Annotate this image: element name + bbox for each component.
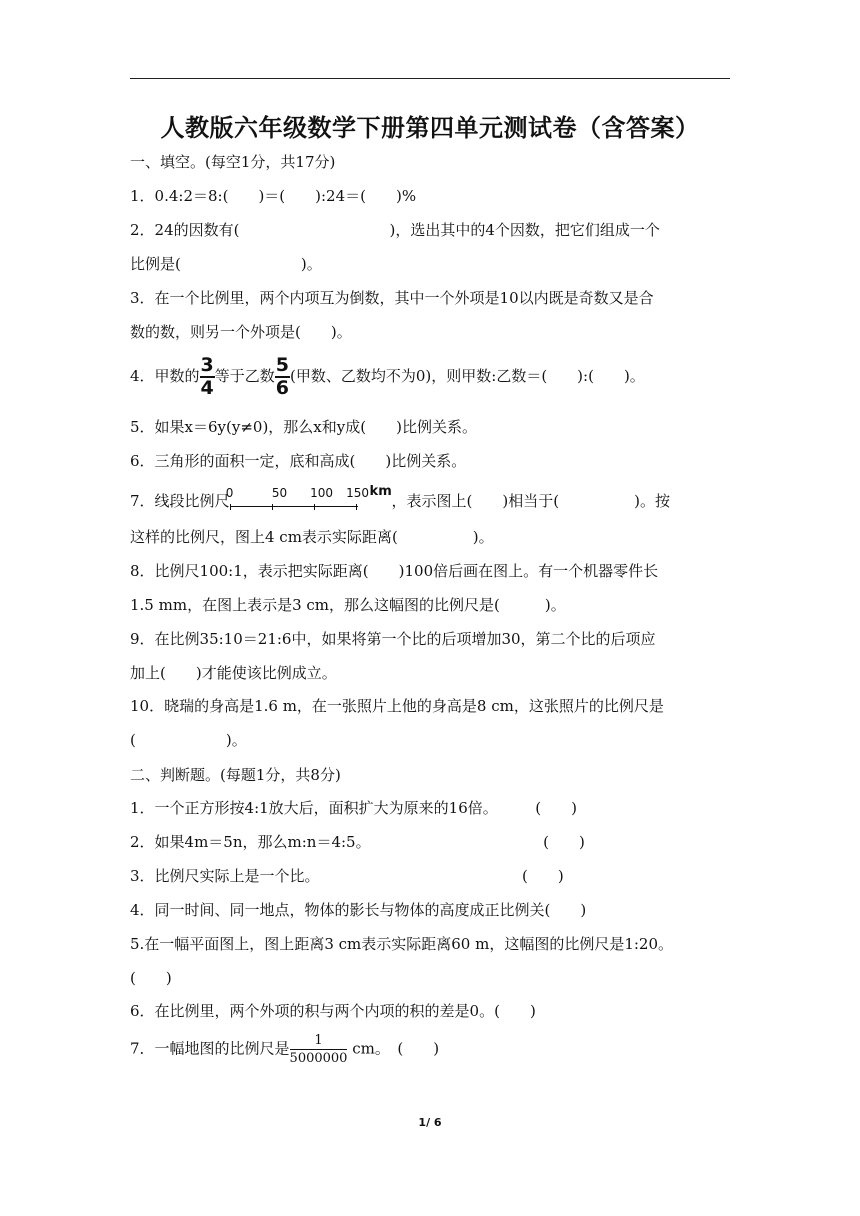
question-1-8-line1: 8．比例尺100:1，表示把实际距离( )100倍后画在图上。有一个机器零件长: [130, 562, 659, 580]
scale-tick-100: [314, 504, 315, 510]
scale-label-0: 0: [225, 486, 234, 500]
question-2-7: [130, 1034, 730, 1065]
question-1-7-line1: [130, 484, 730, 512]
q4-fraction-1: [200, 356, 215, 398]
scale-label-150: 150: [346, 486, 369, 500]
section2-heading: 二、判断题。(每题1分，共8分): [130, 766, 341, 784]
document-title: 人教版六年级数学下册第四单元测试卷（含答案）: [160, 114, 700, 142]
question-1-8-line2: 1.5 mm，在图上表示是3 cm，那么这幅图的比例尺是( )。: [130, 596, 566, 614]
scale-tick-50: [272, 504, 273, 510]
question-1-9-line1: 9．在比例35:10＝21:6中，如果将第一个比的后项增加30，第二个比的后项应: [130, 630, 656, 648]
scale-tick-150: [356, 504, 357, 510]
question-2-1: 1．一个正方形按4:1放大后，面积扩大为原来的16倍。 ( ): [130, 799, 577, 817]
question-2-5-line1: 5.在一幅平面图上，图上距离3 cm表示实际距离60 m，这幅图的比例尺是1:20。: [130, 935, 674, 953]
question-1-2-line1: 2．24的因数有( )，选出其中的4个因数，把它们组成一个: [130, 221, 660, 239]
question-1-3-line1: 3．在一个比例里，两个内项互为倒数，其中一个外项是10以内既是奇数又是合: [130, 289, 654, 307]
question-1-3-line2: 数的数，则另一个外项是( )。: [130, 323, 352, 341]
q4-fraction-2: [275, 356, 290, 398]
scale-label-50: 50: [271, 486, 288, 500]
q4-text-pre: 4．甲数的: [130, 367, 200, 385]
question-1-1: 1．0.4:2＝8:( )＝( ):24＝( )%: [130, 187, 417, 205]
scale-line: [230, 506, 358, 507]
question-2-5-line2: ( ): [130, 969, 172, 987]
question-1-4: [130, 356, 730, 398]
fraction-denominator: 5000000: [289, 1051, 348, 1066]
question-1-7-line2: 这样的比例尺，图上4 cm表示实际距离( )。: [130, 528, 494, 546]
header-rule: [130, 78, 730, 79]
q7-text-pre: 7．线段比例尺: [130, 492, 230, 510]
question-2-3: 3．比例尺实际上是一个比。 ( ): [130, 867, 564, 885]
q7-text-post: ，表示图上( )相当于( )。按: [391, 492, 670, 510]
fraction-numerator: 3: [200, 354, 214, 376]
q2-7-text-post: cm。 ( ): [347, 1039, 440, 1058]
q2-7-text-pre: 7．一幅地图的比例尺是: [130, 1039, 290, 1058]
question-1-10-line2: ( )。: [130, 731, 247, 749]
question-1-6: 6．三角形的面积一定，底和高成( )比例关系。: [130, 452, 467, 470]
question-1-10-line1: 10．晓瑞的身高是1.6 m，在一张照片上他的身高是8 cm，这张照片的比例尺是: [130, 697, 664, 715]
q4-text-mid: 等于乙数: [214, 367, 275, 385]
fraction-numerator: 5: [275, 354, 290, 376]
question-2-2: 2．如果4m＝5n，那么m:n＝4:5。 ( ): [130, 833, 585, 851]
q4-text-post: (甲数、乙数均不为0)，则甲数:乙数＝( ):( )。: [290, 367, 645, 385]
question-1-9-line2: 加上( )才能使该比例成立。: [130, 664, 337, 682]
line-scale-bar: [225, 484, 392, 512]
question-2-6: 6．在比例里，两个外项的积与两个内项的积的差是0。( ): [130, 1002, 536, 1020]
page-number: 1/ 6: [418, 1116, 442, 1129]
question-1-2-line2: 比例是( )。: [130, 255, 322, 273]
question-1-5: 5．如果x＝6y(y≠0)，那么x和y成( )比例关系。: [130, 418, 477, 436]
scale-unit: km: [369, 484, 392, 499]
fraction-numerator: 1: [290, 1034, 348, 1050]
scale-label-100: 100: [310, 486, 333, 500]
fraction-denominator: 6: [275, 377, 290, 399]
scale-tick-0: [230, 504, 231, 510]
q2-7-fraction: [290, 1034, 348, 1065]
fraction-denominator: 4: [200, 377, 214, 399]
question-2-4: 4．同一时间、同一地点，物体的影长与物体的高度成正比例关( ): [130, 901, 587, 919]
section1-heading: 一、填空。(每空1分，共17分): [130, 153, 336, 171]
